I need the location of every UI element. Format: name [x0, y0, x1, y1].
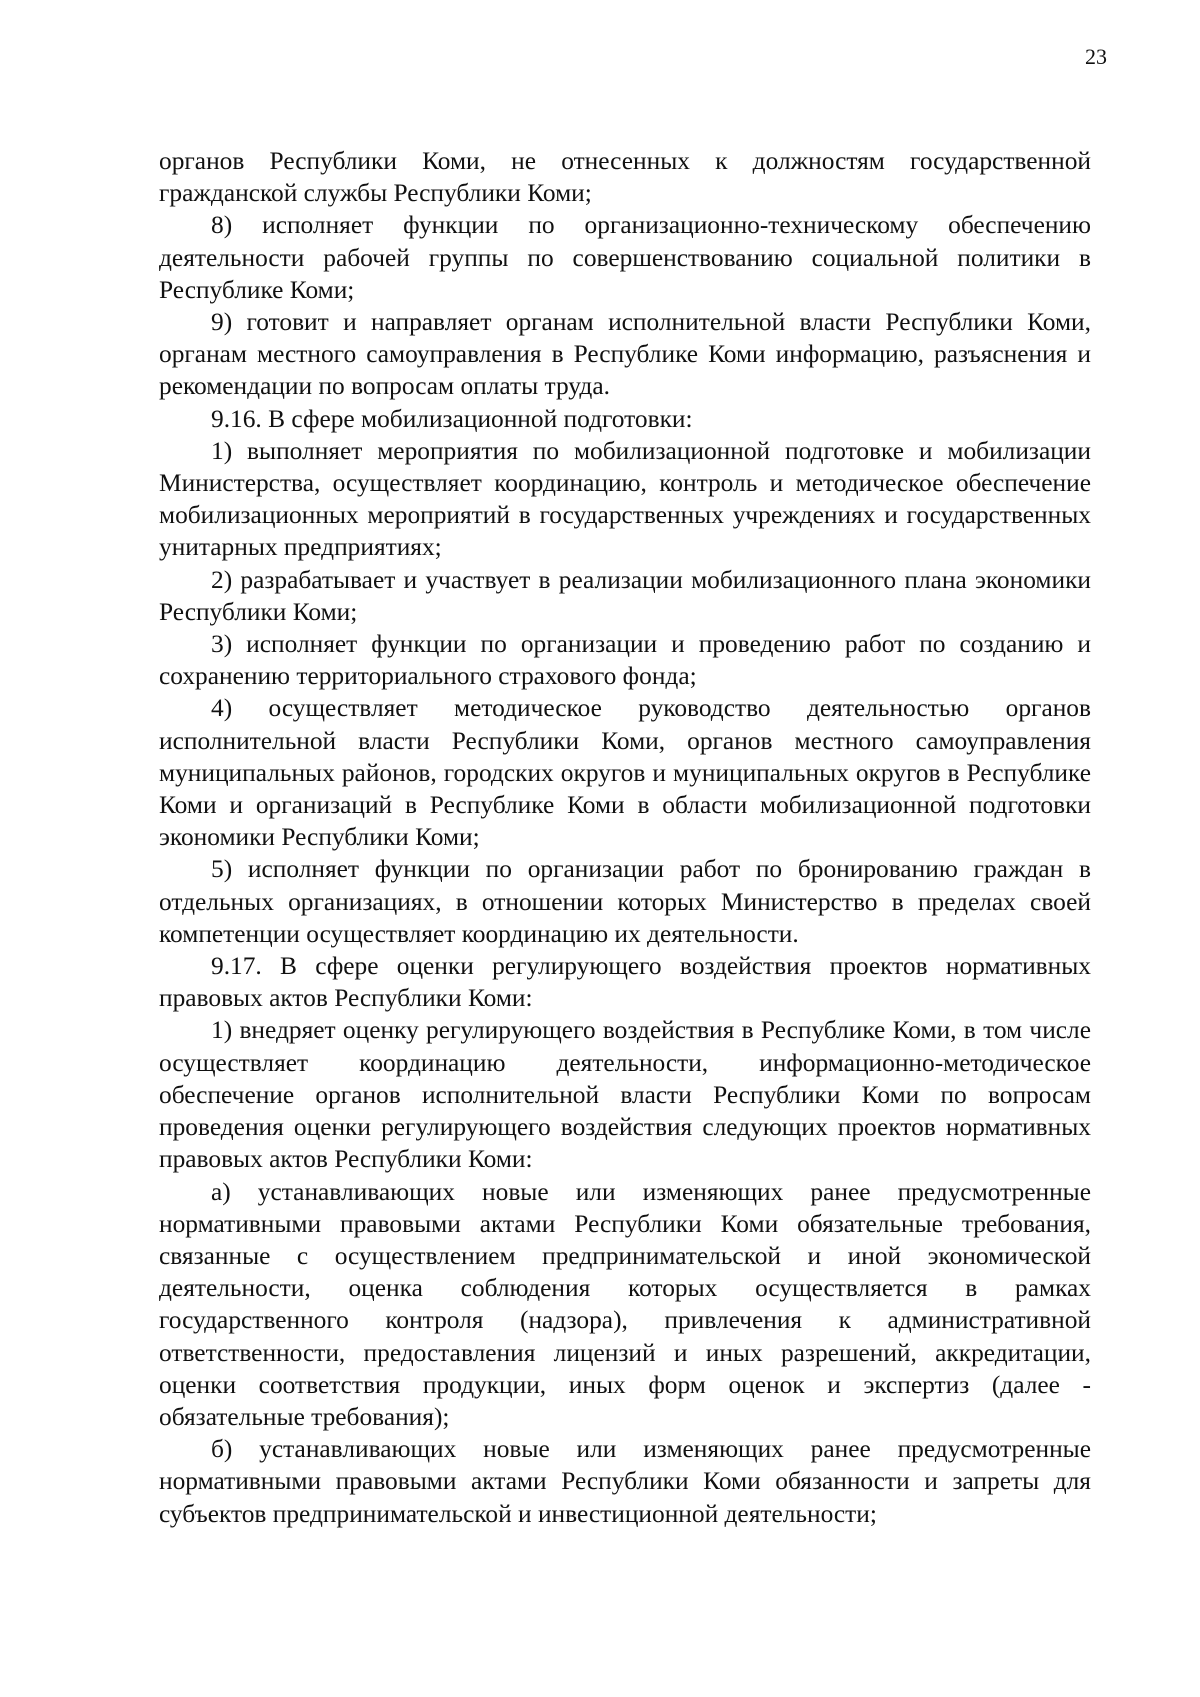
section-heading: 9.16. В сфере мобилизационной подготовки:	[211, 404, 693, 433]
section-heading: 9.17. В сфере оценки регулирующего воздействия проектов нормативных правовых актов Республики Коми:	[159, 952, 1091, 1013]
paragraph: а) устанавливающих новые или изменяющих ранее предусмотренные нормативными правовыми актами Республики Коми обязательные требования, связанные с осуществлением предпринимательской и иной экономической деятельности, оценка соблюдения которых осуществляется в рамках государственного контроля (надзора), привлечения к административной ответственности, предоставления лицензий и иных разрешений, аккредитации, оценки соответствия продукции, иных форм оценок и экспертиз (далее - обязательные требования);	[159, 1177, 1091, 1431]
paragraph: 5) исполняет функции по организации работ по бронированию граждан в отдельных организациях, в отношении которых Министерство в пределах своей компетенции осуществляет координацию их деятельности.	[159, 855, 1091, 948]
paragraph: 1) внедряет оценку регулирующего воздействия в Республике Коми, в том числе осуществляет координацию деятельности, информационно-методическое обеспечение органов исполнительной власти Республики Коми по вопросам проведения оценки регулирующего воздействия следующих проектов нормативных правовых актов Республики Коми:	[159, 1016, 1091, 1174]
paragraph: 9) готовит и направляет органам исполнительной власти Республики Коми, органам местного самоуправления в Республике Коми информацию, разъяснения и рекомендации по вопросам оплаты труда.	[159, 308, 1091, 401]
paragraph: 8) исполняет функции по организационно-техническому обеспечению деятельности рабочей группы по совершенствованию социальной политики в Республике Коми;	[159, 211, 1091, 304]
paragraph: 2) разрабатывает и участвует в реализации мобилизационного плана экономики Республики Коми;	[159, 565, 1091, 626]
paragraph: 3) исполняет функции по организации и проведению работ по созданию и сохранению территориального страхового фонда;	[159, 630, 1091, 691]
document-body	[159, 145, 1091, 1530]
paragraph: 1) выполняет мероприятия по мобилизационной подготовке и мобилизации Министерства, осуществляет координацию, контроль и методическое обеспечение мобилизационных мероприятий в государственных учреждениях и государственных унитарных предприятиях;	[159, 436, 1091, 562]
paragraph: органов Республики Коми, не отнесенных к должностям государственной гражданской службы Республики Коми;	[159, 147, 1091, 208]
page-number: 23	[1085, 44, 1107, 69]
paragraph: 4) осуществляет методическое руководство деятельностью органов исполнительной власти Республики Коми, органов местного самоуправления муниципальных районов, городских округов и муниципальных округов в Республике Коми и организаций в Республике Коми в области мобилизационной подготовки экономики Республики Коми;	[159, 694, 1091, 852]
paragraph: б) устанавливающих новые или изменяющих ранее предусмотренные нормативными правовыми актами Республики Коми обязанности и запреты для субъектов предпринимательской и инвестиционной деятельности;	[159, 1435, 1091, 1528]
